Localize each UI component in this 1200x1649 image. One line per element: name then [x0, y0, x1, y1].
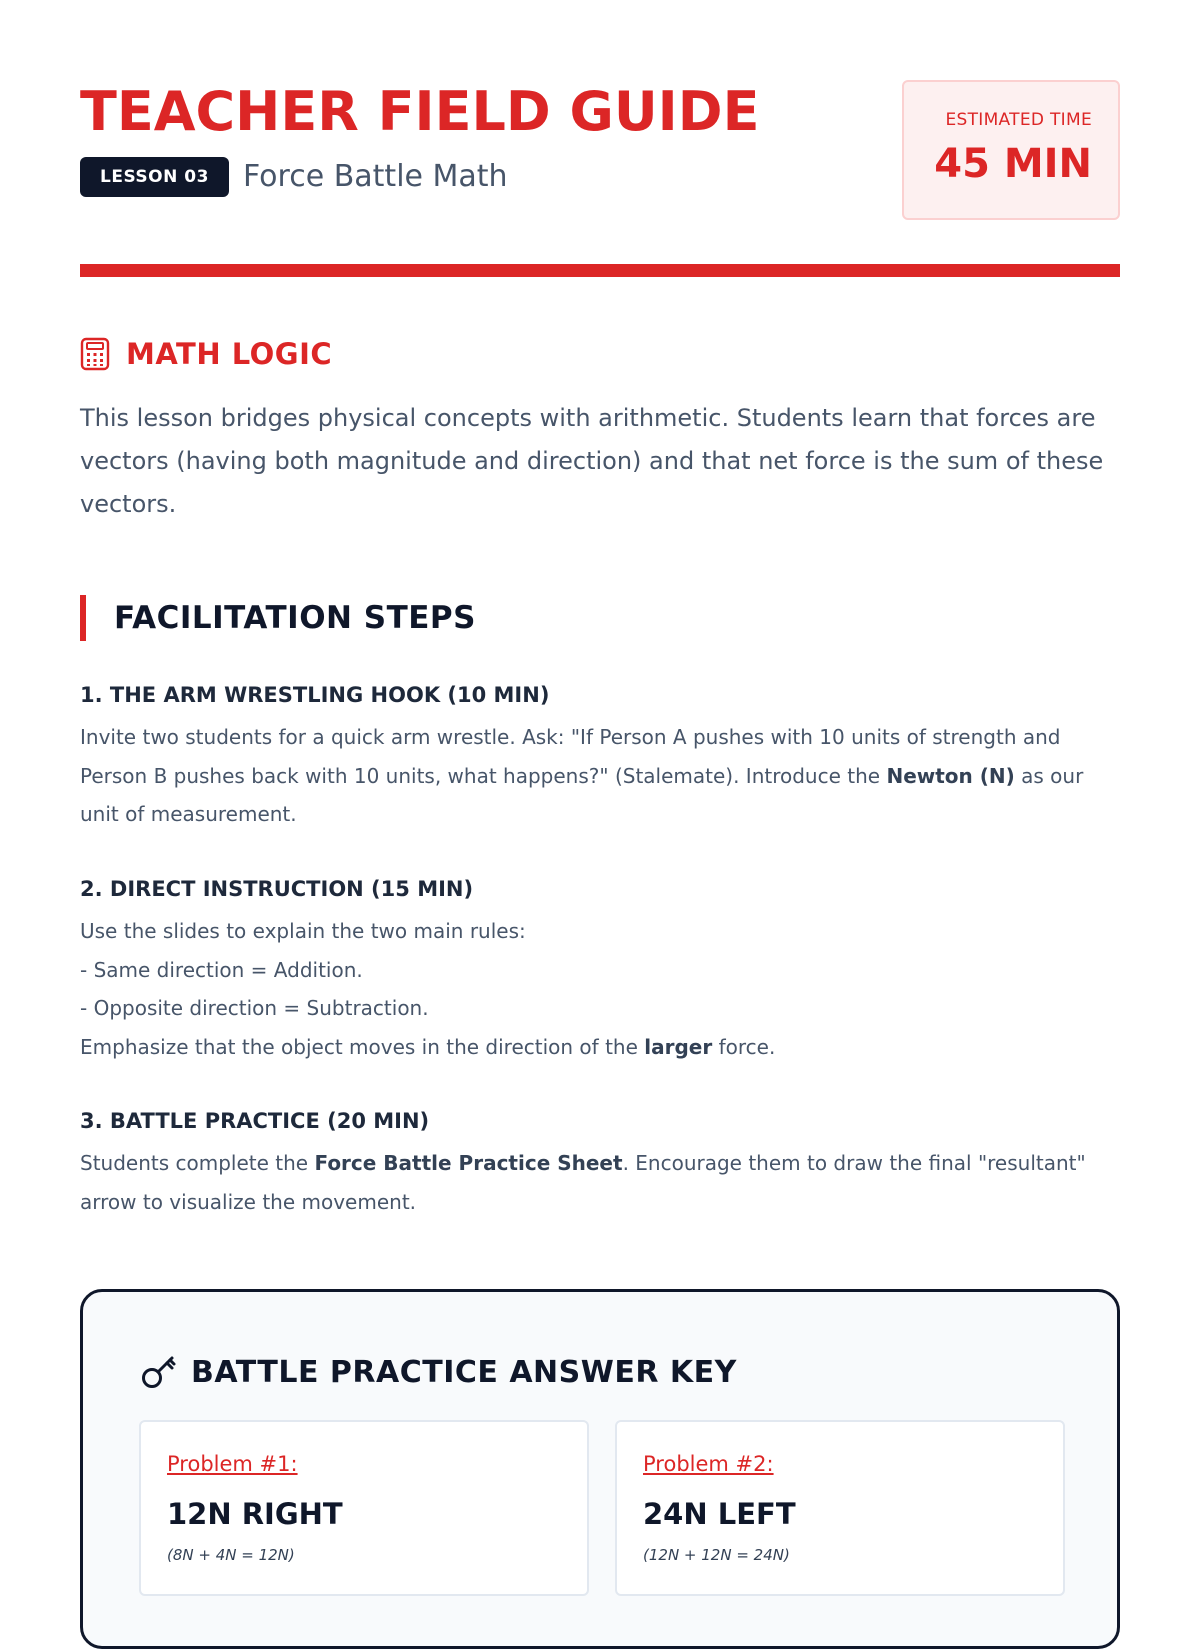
problem-2-answer: 24N LEFT: [643, 1497, 796, 1531]
header-divider: [80, 264, 1120, 277]
step-2-line-4-end: force.: [712, 1034, 776, 1059]
step-1-text: Invite two students for a quick arm wrestle. Ask: "If Person A pushes with 10 units of strength and Person B pushes back with 10 units, what happens?" (Stalemate). Introduce the: [80, 725, 1061, 788]
step-2-line-3: - Opposite direction = Subtraction.: [80, 996, 429, 1020]
key-icon: [139, 1353, 177, 1391]
answer-problem-2: [615, 1420, 1065, 1596]
step-3-text: Students complete the: [80, 1151, 315, 1175]
step-1-body: [80, 718, 1120, 834]
estimated-time-value: 45 MIN: [934, 141, 1092, 187]
step-1-text-end: as our unit of measurement.: [80, 763, 1084, 826]
step-2-body: [80, 912, 1120, 1066]
estimated-time-label: ESTIMATED TIME: [945, 110, 1092, 130]
step-2-line-2: - Same direction = Addition.: [80, 957, 363, 982]
problem-2-work: (12N + 12N = 24N): [643, 1546, 790, 1564]
problem-1-label: Problem #1:: [167, 1452, 298, 1476]
section-accent-bar: [80, 595, 86, 641]
step-3-bold: Force Battle Practice Sheet: [314, 1151, 623, 1175]
problem-2-label: Problem #2:: [643, 1452, 774, 1476]
problem-1-work: (8N + 4N = 12N): [167, 1546, 295, 1564]
answer-key-card: [80, 1289, 1120, 1649]
step-3-body: [80, 1144, 1120, 1221]
math-logic-title: MATH LOGIC: [126, 337, 333, 371]
math-logic-body: This lesson bridges physical concepts with arithmetic. Students learn that forces are vectors (having both magnitude and direction) and that net force is the sum of these vectors.: [80, 404, 1104, 518]
calculator-icon: [80, 337, 110, 371]
answer-key-heading: [139, 1350, 737, 1394]
facilitation-title: FACILITATION STEPS: [114, 600, 476, 636]
estimated-time-box: [902, 80, 1120, 220]
step-2-line-4-bold: larger: [644, 1034, 713, 1059]
answer-key-title: BATTLE PRACTICE ANSWER KEY: [191, 1354, 737, 1390]
page-title: TEACHER FIELD GUIDE: [80, 80, 760, 143]
step-3: [80, 1106, 1120, 1221]
step-2-line-4: [80, 1028, 1120, 1067]
lesson-name: Force Battle Math: [243, 159, 508, 194]
lesson-badge: LESSON 03: [80, 157, 229, 197]
step-1-title: 1. THE ARM WRESTLING HOOK (10 MIN): [80, 683, 550, 707]
problem-1-answer: 12N RIGHT: [167, 1497, 343, 1531]
facilitation-heading: [80, 595, 476, 641]
step-1-bold: Newton (N): [886, 763, 1015, 788]
math-logic-heading: [80, 334, 332, 374]
step-1: [80, 680, 1120, 834]
step-3-text-end: . Encourage them to draw the final "resultant" arrow to visualize the movement.: [80, 1151, 1086, 1214]
step-2-title: 2. DIRECT INSTRUCTION (15 MIN): [80, 877, 474, 901]
header: [80, 80, 1120, 240]
step-2-line-1: Use the slides to explain the two main rules:: [80, 919, 526, 943]
step-3-title: 3. BATTLE PRACTICE (20 MIN): [80, 1109, 430, 1133]
step-2-line-4-text: Emphasize that the object moves in the direction of the: [80, 1034, 645, 1059]
step-2: [80, 874, 1120, 1066]
answer-problem-1: [139, 1420, 589, 1596]
